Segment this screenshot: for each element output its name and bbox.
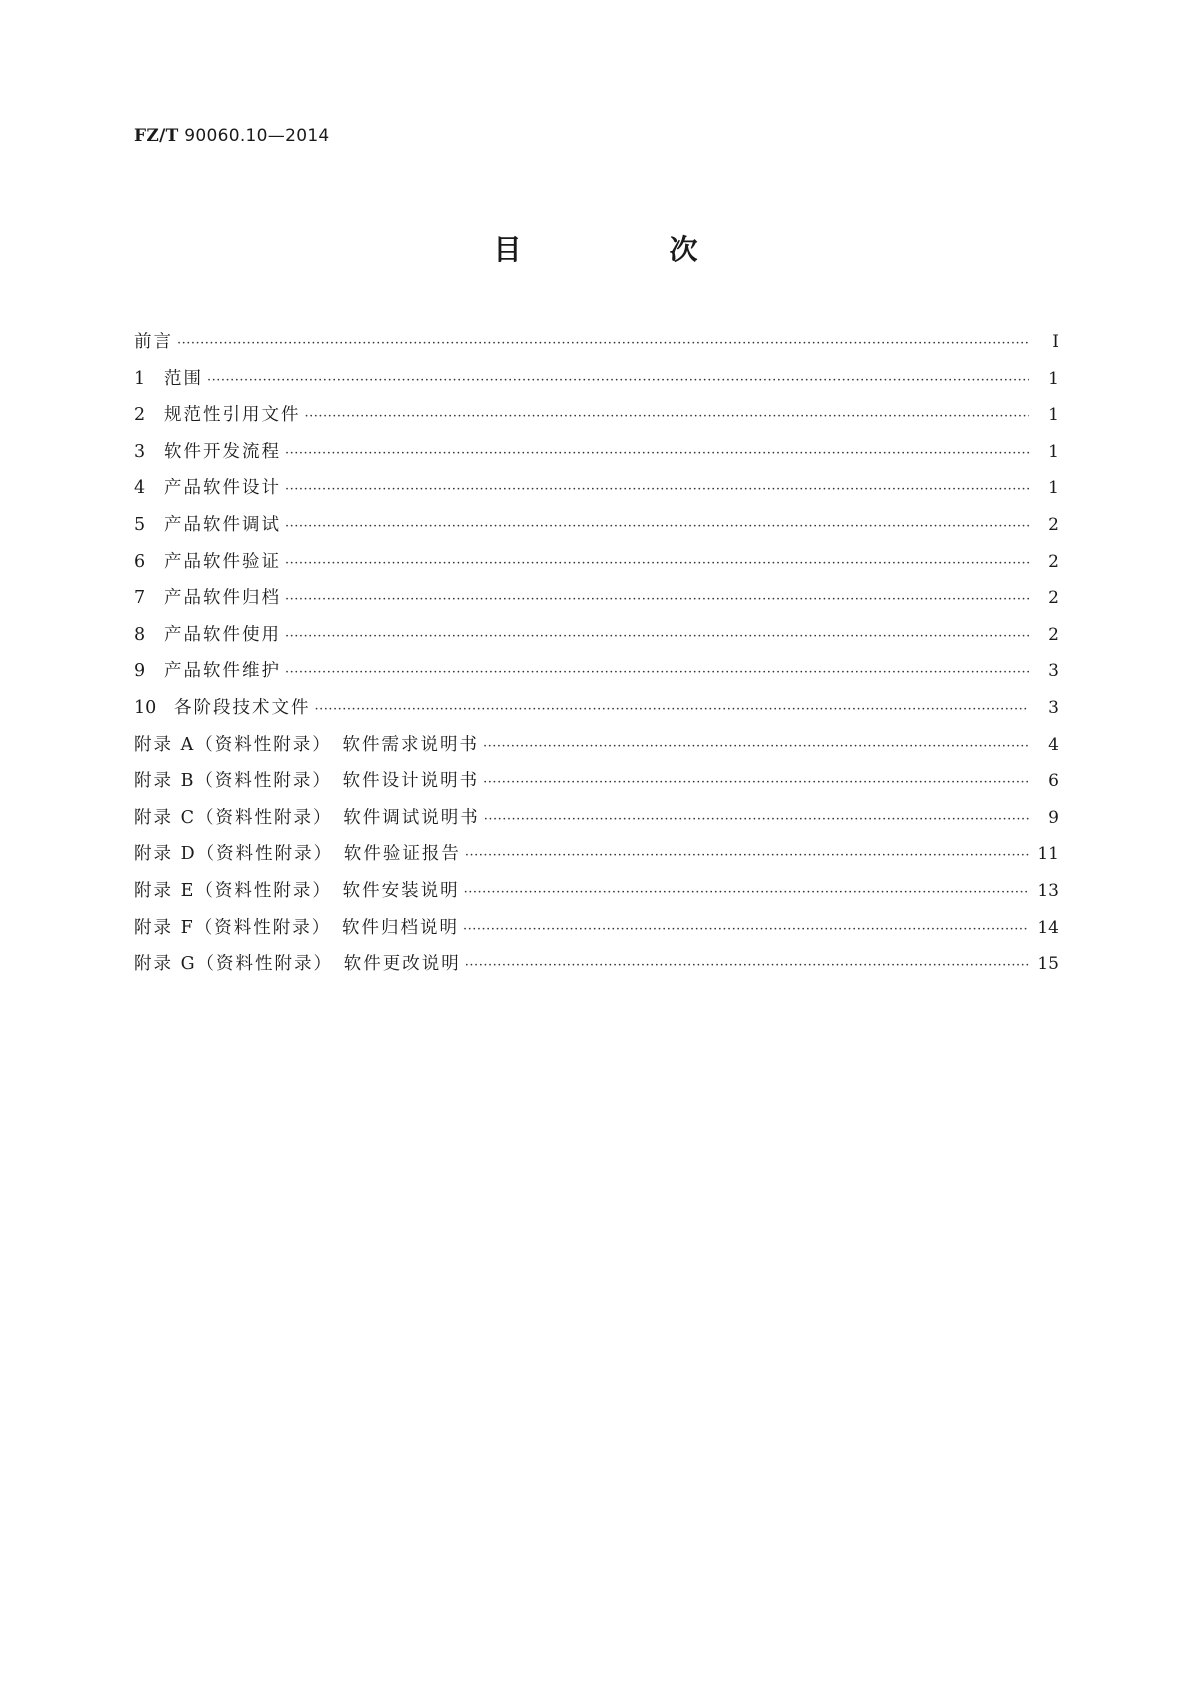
dot-leader [285, 629, 1029, 644]
toc-entry-number: 2 [134, 405, 146, 426]
dot-leader [285, 519, 1029, 534]
toc-entry-page: 4 [1048, 734, 1059, 755]
toc-entry-label: 软件开发流程 [164, 441, 281, 462]
standard-prefix: FZ/T [134, 126, 179, 146]
toc-entry-appendix-b[interactable] [134, 767, 1059, 804]
dot-leader [285, 556, 1029, 571]
toc-entry-page: 11 [1037, 844, 1059, 865]
toc-entry-9[interactable] [134, 657, 1059, 694]
toc-entry-foreword[interactable] [134, 328, 1059, 365]
toc-entry-page: 2 [1048, 624, 1059, 645]
toc-entry-number: 5 [134, 514, 146, 535]
toc-entry-label: 附录 B（资料性附录） 软件设计说明书 [134, 771, 480, 792]
toc-entry-page: 3 [1048, 661, 1059, 682]
standard-number: 90060.10—2014 [184, 126, 330, 146]
toc-entry-page: 2 [1048, 588, 1059, 609]
toc-entry-appendix-c[interactable] [134, 804, 1059, 841]
standard-code [134, 126, 330, 146]
toc-title: 目 次 [493, 233, 758, 266]
toc-entry-6[interactable] [134, 548, 1059, 585]
toc-entry-label: 产品软件维护 [164, 661, 281, 682]
dot-leader [285, 446, 1029, 461]
toc-entry-page: 9 [1048, 807, 1059, 828]
toc-entry-number: 3 [134, 441, 146, 462]
dot-leader [177, 336, 1029, 351]
dot-leader [465, 848, 1029, 863]
toc-entry-5[interactable] [134, 511, 1059, 548]
toc-entry-page: 3 [1048, 697, 1059, 718]
dot-leader [465, 958, 1029, 973]
toc-entry-appendix-d[interactable] [134, 840, 1059, 877]
toc-entry-page: 13 [1037, 880, 1059, 901]
toc-entry-label: 规范性引用文件 [164, 405, 301, 426]
toc-entry-label: 产品软件归档 [164, 588, 281, 609]
toc-entry-3[interactable] [134, 438, 1059, 475]
toc-entry-number: 9 [134, 661, 146, 682]
toc-entry-page: 6 [1048, 771, 1059, 792]
toc-entry-label: 产品软件验证 [164, 551, 281, 572]
toc-entry-page: 2 [1048, 514, 1059, 535]
dot-leader [463, 922, 1029, 937]
dot-leader [207, 373, 1029, 388]
toc-entry-page: Ⅰ [1052, 332, 1059, 352]
toc-entry-7[interactable] [134, 584, 1059, 621]
toc-entry-label: 各阶段技术文件 [174, 697, 311, 718]
toc-entry-appendix-e[interactable] [134, 877, 1059, 914]
toc-entry-label: 附录 F（资料性附录） 软件归档说明 [134, 917, 459, 938]
toc-entry-page: 2 [1048, 551, 1059, 572]
dot-leader [305, 409, 1030, 424]
dot-leader [285, 592, 1029, 607]
dot-leader [483, 739, 1029, 754]
toc-entry-appendix-f[interactable] [134, 914, 1059, 951]
toc-entry-label: 范围 [164, 368, 203, 389]
toc-entry-number: 8 [134, 624, 146, 645]
toc-entry-label: 附录 A（资料性附录） 软件需求说明书 [134, 734, 479, 755]
dot-leader [484, 812, 1029, 827]
toc-entry-number: 4 [134, 478, 146, 499]
toc-entry-10[interactable] [134, 694, 1059, 731]
toc-entry-number: 10 [134, 697, 157, 718]
dot-leader [285, 482, 1029, 497]
toc-entry-2[interactable] [134, 401, 1059, 438]
toc-entry-label: 前言 [134, 332, 173, 352]
toc-entry-page: 1 [1048, 368, 1059, 389]
toc-entry-page: 1 [1048, 405, 1059, 426]
toc-entry-label: 产品软件调试 [164, 514, 281, 535]
toc-entry-appendix-a[interactable] [134, 731, 1059, 768]
toc-entry-appendix-g[interactable] [134, 950, 1059, 987]
dot-leader [315, 702, 1030, 717]
toc-entry-number: 1 [134, 368, 146, 389]
toc-entry-4[interactable] [134, 474, 1059, 511]
toc-entry-page: 15 [1037, 954, 1059, 975]
toc-entry-label: 产品软件使用 [164, 624, 281, 645]
dot-leader [464, 885, 1029, 900]
toc-entry-page: 14 [1037, 917, 1059, 938]
toc-entry-label: 附录 E（资料性附录） 软件安装说明 [134, 880, 460, 901]
toc-entry-label: 附录 C（资料性附录） 软件调试说明书 [134, 807, 480, 828]
toc-entry-number: 6 [134, 551, 146, 572]
toc-entry-1[interactable] [134, 365, 1059, 402]
dot-leader [483, 775, 1029, 790]
toc-entry-number: 7 [134, 588, 146, 609]
toc-entry-8[interactable] [134, 621, 1059, 658]
toc-entry-label: 附录 D（资料性附录） 软件验证报告 [134, 844, 461, 865]
toc-entry-page: 1 [1048, 478, 1059, 499]
toc-entry-label: 附录 G（资料性附录） 软件更改说明 [134, 954, 461, 975]
table-of-contents [134, 328, 1059, 987]
toc-entry-page: 1 [1048, 441, 1059, 462]
dot-leader [285, 665, 1029, 680]
toc-entry-label: 产品软件设计 [164, 478, 281, 499]
